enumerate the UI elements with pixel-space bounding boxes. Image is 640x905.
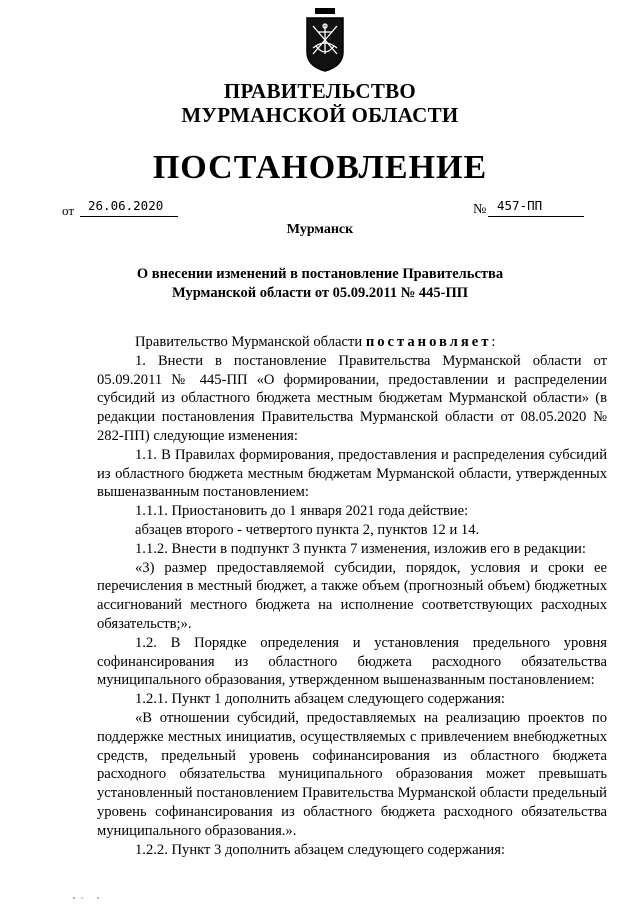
intro-decree-word: постановляет xyxy=(365,334,492,350)
paragraph-1: 1. Внести в постановление Правительства Мурманской области от 05.09.2011 № 445-ПП «О формировании, предоставлении и распределении субсидий из областного бюджета местным бюджетам Мурманской области» (в редакции постановления Правительства Мурманской области от 08.05.2020 № 282-ПП) следующие изменения: xyxy=(97,352,607,444)
paragraph-1-1-1-text: абзацев второго - четвертого пункта 2, пунктов 12 и 14. xyxy=(135,521,480,538)
paragraph-1-1: 1.1. В Правилах формирования, предоставления и распределения субсидий из областного бюджета местным бюджетам Мурманской области, утвержденных вышеназванным постановлением: xyxy=(97,446,607,501)
org-name-line1: ПРАВИТЕЛЬСТВО xyxy=(223,79,417,103)
org-name-line2: МУРМАНСКОЙ ОБЛАСТИ xyxy=(181,103,459,127)
date-prefix: от xyxy=(62,203,75,218)
city-name: Мурманск xyxy=(286,222,354,237)
subject-line2: Мурманской области от 05.09.2011 № 445-ПП xyxy=(171,285,469,301)
intro-text: Правительство Мурманской области xyxy=(135,334,366,350)
number-prefix: № xyxy=(473,202,487,217)
document-body xyxy=(97,333,607,859)
intro-end: : xyxy=(491,334,496,350)
coat-of-arms-emblem xyxy=(303,8,347,72)
paragraph-1-2-1: 1.2.1. Пункт 1 дополнить абзацем следующего содержания: xyxy=(135,691,505,708)
subject-line1: О внесении изменений в постановление Правительства xyxy=(136,266,504,282)
paragraph-1-2: 1.2. В Порядке определения и установления предельного уровня софинансирования из областного бюджета расходного обязательства муниципального образования, утвержденном вышеназванным постановлением: xyxy=(97,634,607,689)
date-underline xyxy=(80,216,178,217)
paragraph-1-2-2: 1.2.2. Пункт 3 дополнить абзацем следующего содержания: xyxy=(135,841,505,858)
document-type-title: ПОСТАНОВЛЕНИЕ xyxy=(152,149,488,186)
paragraph-1-1-1: 1.1.1. Приостановить до 1 января 2021 года действие: xyxy=(135,503,469,520)
scan-specks xyxy=(70,896,150,900)
document-number: 457-ПП xyxy=(497,198,543,213)
intro-paragraph xyxy=(97,333,607,352)
paragraph-1-1-2: 1.1.2. Внести в подпункт 3 пункта 7 изменения, изложив его в редакции: xyxy=(135,540,586,557)
number-underline xyxy=(488,216,584,217)
paragraph-1-2-1-text: «В отношении субсидий, предоставляемых на реализацию проектов по поддержке местных инициатив, осуществляемых с привлечением внебюджетных средств, предельный уровень софинансирования из областного бюджета расходного обязательства муниципального образования может превышать установленный постановлением Правительства Мурманской области предельный уровень софинансирования из областного бюджета расходного обязательства муниципального образования.». xyxy=(97,709,607,839)
document-date: 26.06.2020 xyxy=(88,198,164,213)
document-subject xyxy=(60,265,580,303)
paragraph-1-1-2-text: «3) размер предоставляемой субсидии, порядок, условия и сроки ее перечисления в местный бюджет, а также объем (прогнозный объем) бюджетных ассигнований местного бюджета на исполнение соответствующих расходных обязательств;». xyxy=(97,559,607,632)
